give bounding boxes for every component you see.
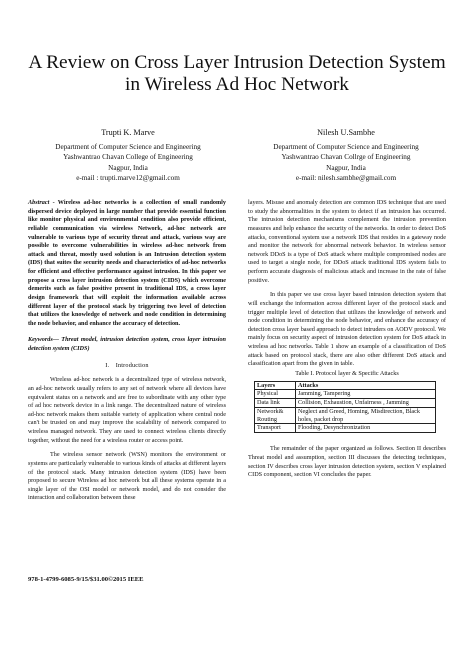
left-column xyxy=(28,199,226,503)
author-city: Nagpur, India xyxy=(108,163,148,172)
attacks-table xyxy=(254,381,436,434)
author-name: Trupti K. Marve xyxy=(101,128,155,137)
body-paragraph: layers. Misuse and anomaly detection are common IDS technique that are used to study the abnormalities in the system to detect if an intrusion has occurred. The intrusion detection mechanisms complement the intrusion prevention measures and help enhance the security of the networks. In order to detect DoS attacks, conventional system use a network IDS that resides in a gateway node and monitor the network for abnormal network behavior. In wireless sensor network DDoS is a type of DoS attack where multiple compromised nodes are used to target a single node, for DDoS attack traditional IDS system fails to perform accurate diagnosis of malicious attack and increase in the rate of false positive. xyxy=(248,199,446,284)
abstract-text: - Wireless ad-hoc networks is a collection of small randomly dispersed device deployed in large number that provide essential function like monitor physical and environmental condition also provide efficient, reliable communication via wireless Network, ad-hoc network are vulnerable to various type of security threat and attack, various way are possible to overcome vulnerabilities in wireless ad-hoc network from attack and threat, mostly used solution is an Intrusion detection system (IDS) that suites the security needs and characteristics of ad-hoc networks for efficient and effective performance against intrusion. In this paper we propose a cross layer intrusion detection system (CIDS) which overcome demerits such as false positive present in traditional IDS, a cross layer design framework that will exploit the information available across different layer of the protocol stack by triggering two level of detection that utilizes the knowledge of network and node condition in determining the node behavior, and enhance the accuracy of detection. xyxy=(28,199,226,327)
table-cell: Jamming, Tampering xyxy=(296,390,436,399)
table-header-cell: Layers xyxy=(255,381,296,390)
author-college: Yashwantrao Chavan Collrge of Engineering xyxy=(281,153,411,162)
abstract-lead: Abstract xyxy=(28,199,50,206)
table-cell: Physical xyxy=(255,390,296,399)
intro-paragraph: The wireless sensor network (WSN) monitors the environment or systems are particularly vulnerable to various kinds of attacks at different layers of the protocol stack. Many intrusion detection system (IDS) have been proposed to secure Wireless ad hoc network but all these systems operate in a single layer of the OSI model or network model, and do not consider the interaction and collaboration between these xyxy=(28,451,226,502)
copyright-footer: 978-1-4799-6085-9/15/$31.00©2015 IEEE xyxy=(28,576,144,583)
author-department: Department of Computer Science and Engineering xyxy=(273,143,419,152)
author-block-1 xyxy=(30,128,226,183)
table-row xyxy=(255,407,436,424)
table-cell: Flooding, Desynchronization xyxy=(296,424,436,433)
closing-paragraph: The remainder of the paper organized as follows. Section II describes Threat model and assumption, section III discusses the detecting techniques, section IV describes cross layer intrusion detection system, section V explained CIDS component, section VI concludes the paper. xyxy=(248,445,446,479)
section-heading-introduction: I. Introduction xyxy=(105,361,149,369)
table-cell: Network& Routing xyxy=(255,407,296,424)
author-college: Yashwantrao Chavan College of Engineering xyxy=(63,153,193,162)
table-caption: Table I. Protocol layer & Specific Attacks xyxy=(295,369,399,377)
paper-title: A Review on Cross Layer Intrusion Detection System in Wireless Ad Hoc Network xyxy=(28,52,446,95)
table-cell: Collision, Exhaustion, Unfairness , Jamming xyxy=(296,399,436,408)
author-block-2 xyxy=(248,128,444,183)
author-city: Nagpur, India xyxy=(326,163,366,172)
author-department: Department of Computer Science and Engineering xyxy=(55,143,201,152)
table-cell: Neglect and Greed, Homing, Misdirection, Black holes, packet drop xyxy=(296,407,436,424)
right-column xyxy=(248,199,446,480)
author-name: Nilesh U.Sambhe xyxy=(317,128,375,137)
table-row xyxy=(255,390,436,399)
table-cell: Data link xyxy=(255,399,296,408)
table-row xyxy=(255,399,436,408)
table-cell: Transport xyxy=(255,424,296,433)
table-header-cell: Attacks xyxy=(296,381,436,390)
author-email: e-mail: nilesh.sambhe@gmail.com xyxy=(295,173,397,182)
abstract xyxy=(28,199,226,328)
body-paragraph: In this paper we use cross layer based intrusion detection system that will exchange the information across different layer of the protocol stack and trigger multiple level of detection that utilizes the knowledge of network and node condition in determining the node behavior, and enhance the accuracy of detection cross layer based approach to detect intruders on AODV protocol. We mainly focus on security aspect of intrusion detection system for DoS attack in wireless ad hoc networks. Table 1 show an example of a classification of DoS attack based on protocol stack, there are also other different DoS attack and classification apart from the given in table. xyxy=(248,291,446,368)
author-email: e-mail : trupti.marve12@gmail.com xyxy=(76,173,180,182)
table-row xyxy=(255,424,436,433)
table-header-row xyxy=(255,381,436,390)
intro-paragraph: Wireless ad-hoc network is a decentralized type of wireless network, an ad-hoc network usually refers to any set of network where all devices have equivalent status on a network and are free to subordinate with any other type of ad hoc network device in a link range. The decentralized nature of wireless ad-hoc network makes them suitable variety of application where central node can't be trusted on and may improve the scalability of network compared to wireless managed network. They are used to connect wireless clients directly together, without the need for a wireless router or access point. xyxy=(28,376,226,444)
keywords: Keywords— Threat model, intrusion detection system, cross layer intrusion detection system (CIDS) xyxy=(28,336,226,352)
